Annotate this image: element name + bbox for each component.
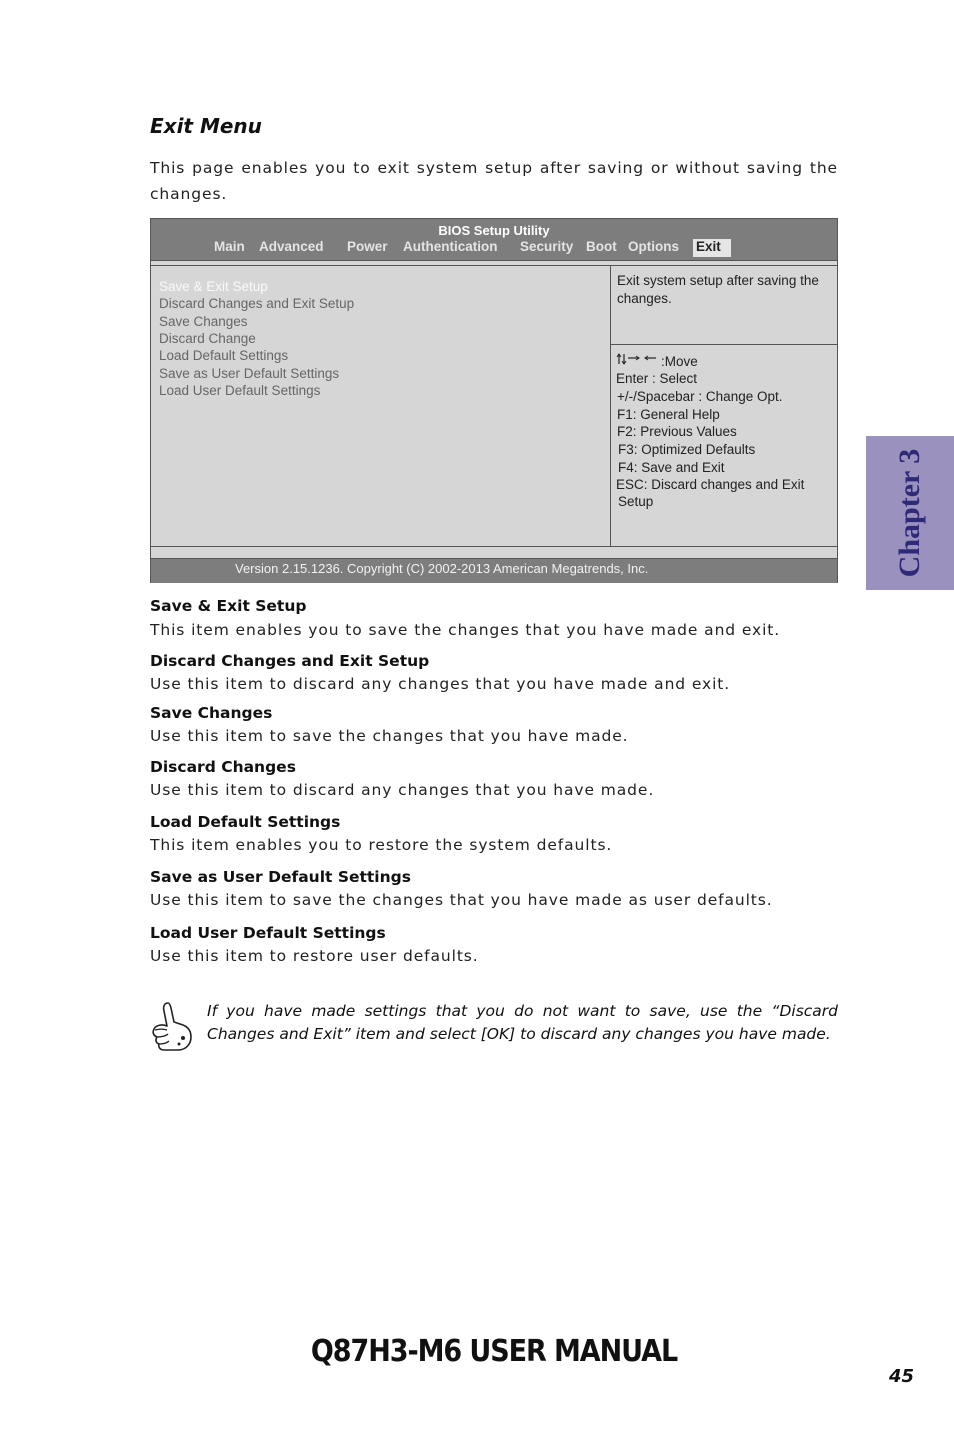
chapter-label: Chapter 3 (893, 448, 926, 578)
desc-body: This item enables you to restore the system defaults. (150, 836, 613, 854)
tab-main[interactable]: Main (214, 239, 245, 254)
arrow-keys-icon (616, 353, 660, 365)
key-f1: F1: General Help (617, 407, 720, 422)
bios-header (151, 219, 837, 261)
bios-title: BIOS Setup Utility (438, 223, 550, 238)
desc-title: Save as User Default Settings (150, 868, 411, 886)
menu-item-save-user-defaults[interactable]: Save as User Default Settings (159, 366, 340, 381)
menu-item-save-exit-setup[interactable]: Save & Exit Setup (159, 279, 268, 294)
desc-title: Discard Changes (150, 758, 296, 776)
key-esc-cont: Setup (618, 494, 654, 509)
key-move: :Move (661, 354, 698, 369)
bios-screenshot (150, 218, 838, 583)
desc-title: Discard Changes and Exit Setup (150, 652, 430, 670)
key-enter: Enter : Select (616, 371, 698, 386)
desc-body: Use this item to save the changes that you have made as user defaults. (150, 891, 773, 909)
bios-key-legend (611, 345, 837, 545)
desc-body: Use this item to save the changes that you have made. (150, 727, 629, 745)
menu-item-discard-changes-exit-setup[interactable]: Discard Changes and Exit Setup (159, 296, 355, 311)
tab-power[interactable]: Power (347, 239, 388, 254)
tab-authentication[interactable]: Authentication (403, 239, 498, 254)
desc-title: Load User Default Settings (150, 924, 386, 942)
bios-divider (151, 546, 837, 547)
menu-item-discard-change[interactable]: Discard Change (159, 331, 256, 346)
bios-help-panel (611, 265, 837, 345)
tab-boot[interactable]: Boot (586, 239, 617, 254)
tab-advanced[interactable]: Advanced (259, 239, 324, 254)
bios-version-text: Version 2.15.1236. Copyright (C) 2002-2013 American Megatrends, Inc. (235, 561, 649, 576)
key-spacebar: +/-/Spacebar : Change Opt. (617, 389, 783, 404)
pointing-hand-icon (148, 1000, 194, 1056)
bios-footer (151, 558, 837, 583)
note-text: If you have made settings that you do not want to save, use the “Discard Changes and Exit” item and select [OK] to discard any changes you have made. (207, 1002, 838, 1043)
section-title: Exit Menu (150, 114, 262, 138)
key-f3: F3: Optimized Defaults (618, 442, 756, 457)
desc-title: Save Changes (150, 704, 273, 722)
key-f2: F2: Previous Values (617, 424, 737, 439)
desc-title: Load Default Settings (150, 813, 341, 831)
chapter-tab[interactable] (866, 436, 954, 590)
bios-menu-panel (151, 265, 611, 547)
menu-item-save-changes[interactable]: Save Changes (159, 314, 248, 329)
key-esc: ESC: Discard changes and Exit (616, 477, 805, 492)
help-text: Exit system setup after saving the changes. (617, 273, 819, 306)
intro-paragraph: This page enables you to exit system setup after saving or without saving the changes. (150, 159, 838, 203)
menu-item-load-user-defaults[interactable]: Load User Default Settings (159, 383, 321, 398)
desc-body: Use this item to discard any changes that you have made. (150, 781, 655, 799)
tab-exit[interactable]: Exit (693, 239, 731, 257)
menu-item-load-default-settings[interactable]: Load Default Settings (159, 348, 289, 363)
page-number: 45 (889, 1366, 915, 1387)
manual-title: Q87H3-M6 USER MANUAL (310, 1334, 678, 1369)
desc-body: Use this item to restore user defaults. (150, 947, 479, 965)
desc-body: This item enables you to save the changes that you have made and exit. (150, 621, 781, 639)
tab-options[interactable]: Options (628, 239, 679, 254)
tab-security[interactable]: Security (520, 239, 574, 254)
key-f4: F4: Save and Exit (618, 460, 725, 475)
desc-title: Save & Exit Setup (150, 597, 307, 615)
desc-body: Use this item to discard any changes that you have made and exit. (150, 675, 731, 693)
